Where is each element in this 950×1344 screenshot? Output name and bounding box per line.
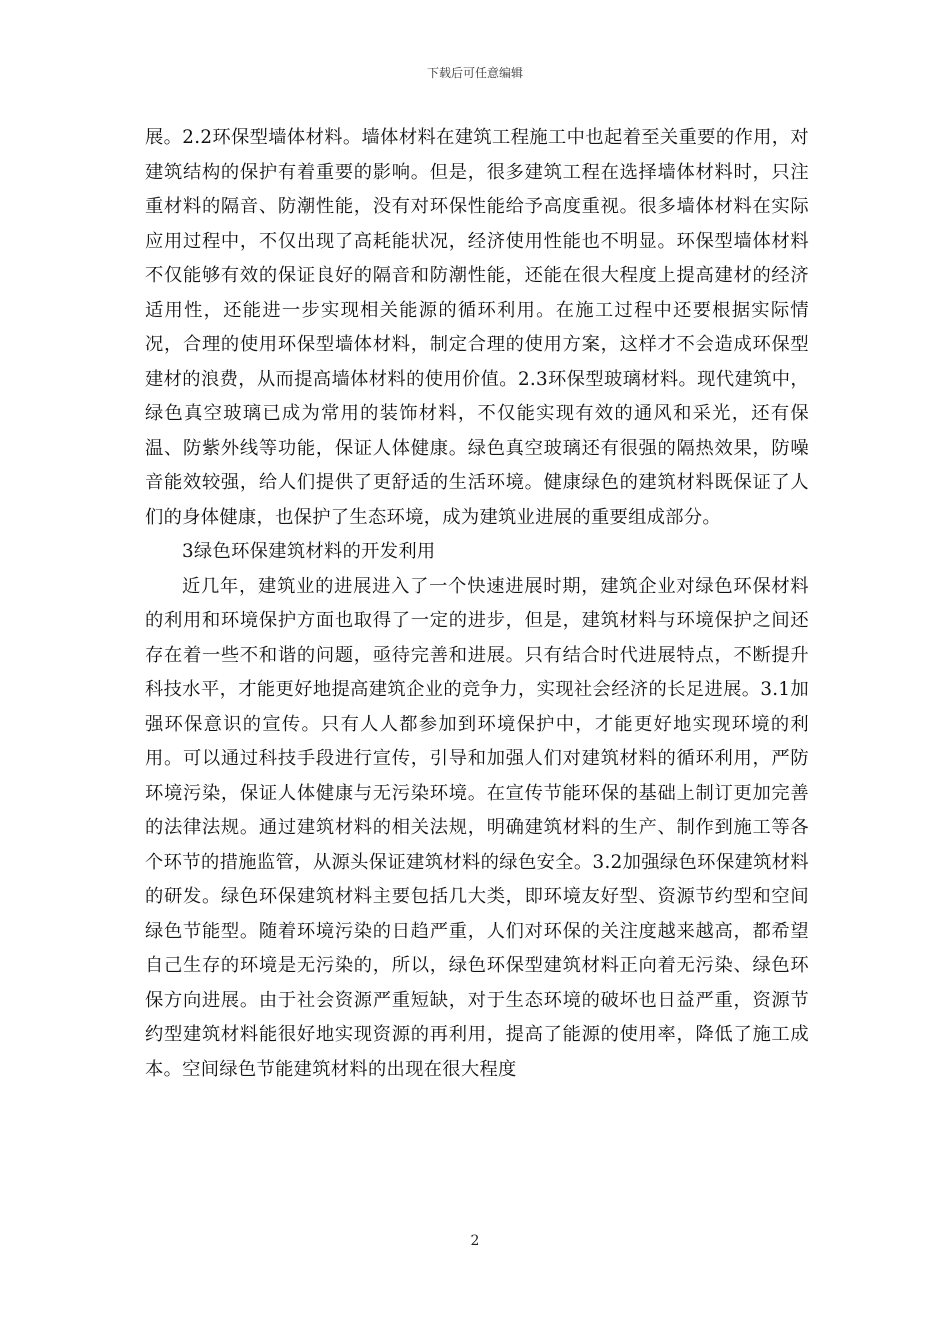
page-number: 2: [470, 1233, 480, 1249]
paragraph-development-use: 近几年，建筑业的进展进入了一个快速进展时期，建筑企业对绿色环保材料的利用和环境保护方面也取得了一定的进步，但是，建筑材料与环境保护之间还存在着一些不和谐的问题，亟待完善和进展。只有结合时代进展特点，不断提升科技水平，才能更好地提高建筑企业的竞争力，实现社会经济的长足进展。3.1加强环保意识的宣传。只有人人都参加到环境保护中，才能更好地实现环境的利用。可以通过科技手段进行宣传，引导和加强人们对建筑材料的循环利用，严防环境污染，保证人体健康与无污染环境。在宣传节能环保的基础上制订更加完善的法律法规。通过建筑材料的相关法规，明确建筑材料的生产、制作到施工等各个环节的措施监管，从源头保证建筑材料的绿色安全。3.2加强绿色环保建筑材料的研发。绿色环保建筑材料主要包括几大类，即环境友好型、资源节约型和空间绿色节能型。随着环境污染的日趋严重，人们对环保的关注度越来越高，都希望自己生存的环境是无污染的，所以，绿色环保型建筑材料正向着无污染、绿色环保方向进展。由于社会资源严重短缺，对于生态环境的破坏也日益严重，资源节约型建筑材料能很好地实现资源的再利用，提高了能源的使用率，降低了施工成本。空间绿色节能建筑材料的出现在很大程度: [145, 575, 809, 1080]
section-heading-3: 3绿色环保建筑材料的开发利用: [182, 541, 436, 562]
page-header: 下载后可任意编辑: [426, 66, 523, 80]
paragraph-wall-glass-materials: 展。2.2环保型墙体材料。墙体材料在建筑工程施工中也起着至关重要的作用，对建筑结构的保护有着重要的影响。但是，很多建筑工程在选择墙体材料时，只注重材料的隔音、防潮性能，没有对环保性能给予高度重视。很多墙体材料在实际应用过程中，不仅出现了高耗能状况，经济使用性能也不明显。环保型墙体材料不仅能够有效的保证良好的隔音和防潮性能，还能在很大程度上提高建材的经济适用性，还能进一步实现相关能源的循环利用。在施工过程中还要根据实际情况，合理的使用环保型墙体材料，制定合理的使用方案，这样才不会造成环保型建材的浪费，从而提高墙体材料的使用价值。2.3环保型玻璃材料。现代建筑中，绿色真空玻璃已成为常用的装饰材料，不仅能实现有效的通风和采光，还有保温、防紫外线等功能，保证人体健康。绿色真空玻璃还有很强的隔热效果，防噪音能效较强，给人们提供了更舒适的生活环境。健康绿色的建筑材料既保证了人们的身体健康，也保护了生态环境，成为建筑业进展的重要组成部分。: [145, 127, 809, 528]
document-body: [145, 121, 809, 1087]
